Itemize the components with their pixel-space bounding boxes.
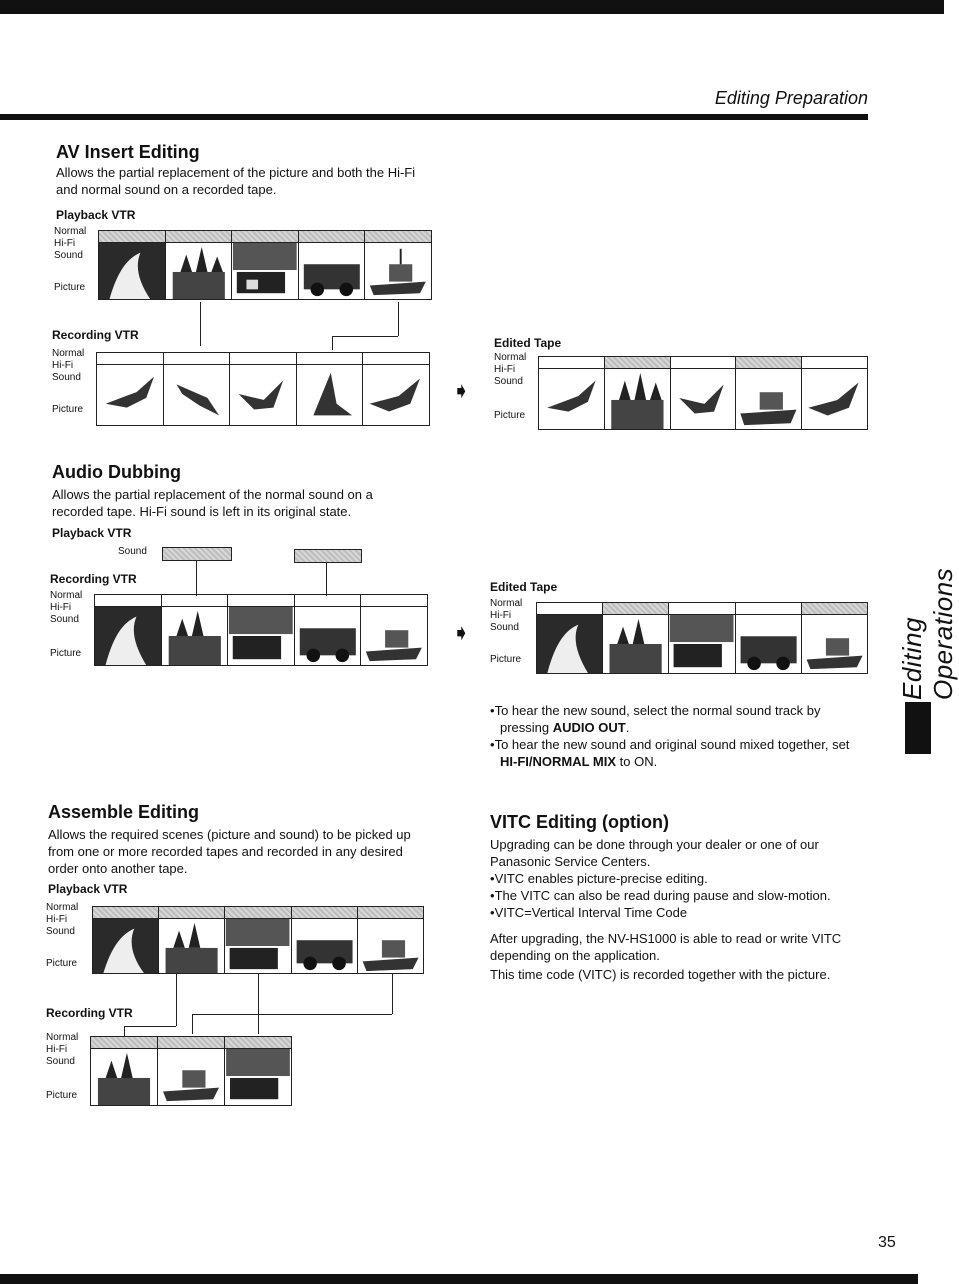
crane-frame <box>297 365 364 425</box>
vitc-timecode-text: This time code (VITC) is recorded together with the picture. <box>490 967 831 982</box>
audio-dubbing-title: Audio Dubbing <box>52 462 181 482</box>
picture-track <box>96 364 430 426</box>
assemble-recording-label: Recording VTR <box>46 1006 133 1020</box>
sound-clip <box>162 547 232 561</box>
ship-frame <box>736 369 802 429</box>
av-insert-description: Allows the partial replacement of the picture and both the Hi-Fi and normal sound on a recorded tape. <box>56 165 416 197</box>
assemble-description: Allows the required scenes (picture and sound) to be picked up from one or more recorded tapes and recorded in any desired order onto another tape. <box>48 827 411 876</box>
crane-frame <box>230 365 297 425</box>
crane-frame <box>97 365 164 425</box>
crane-frame <box>363 365 429 425</box>
track-labels: Normal Hi-Fi Sound <box>54 226 87 261</box>
crane-frame <box>539 369 605 429</box>
bullet-item: •VITC enables picture-precise editing. <box>490 871 708 886</box>
av-insert-title: AV Insert Editing <box>56 142 200 162</box>
sound-clip <box>294 549 362 563</box>
castle-frame <box>166 243 233 299</box>
top-bar <box>0 0 944 14</box>
assemble-title: Assemble Editing <box>48 802 200 822</box>
av-recording-label: Recording VTR <box>52 328 139 342</box>
av-playback-label: Playback VTR <box>56 208 136 222</box>
bottom-bar <box>0 1274 918 1284</box>
vitc-title: VITC Editing (option) <box>490 812 669 832</box>
audio-dubbing-description: Allows the partial replacement of the normal sound on a recorded tape. Hi-Fi sound is left in its original state. <box>52 487 373 519</box>
audio-playback-label: Playback VTR <box>52 526 132 540</box>
side-tab-label: Editing Operations <box>897 567 958 700</box>
vitc-description: Upgrading can be done through your dealer or one of our Panasonic Service Centers. <box>490 837 819 869</box>
picture-track <box>98 242 432 300</box>
side-tab-marker <box>905 702 931 754</box>
vitc-upgrade-text: After upgrading, the NV-HS1000 is able to read or write VITC depending on the application. <box>490 931 842 963</box>
bullet-item: •The VITC can also be read during pause and slow-motion. <box>490 888 831 903</box>
bullet-item: •VITC=Vertical Interval Time Code <box>490 905 688 920</box>
right-arrow-icon: ➧ <box>452 620 471 645</box>
crane-frame <box>671 369 737 429</box>
bullet-item: •To hear the new sound, select the normal sound track by pressing AUDIO OUT. <box>490 703 821 735</box>
crane-frame <box>802 369 867 429</box>
page-number: 35 <box>878 1234 896 1251</box>
house-frame <box>232 243 299 299</box>
right-arrow-icon: ➧ <box>452 378 471 403</box>
page-header-title: Editing Preparation <box>714 88 868 108</box>
bird-frame <box>99 243 166 299</box>
vitc-bullets <box>490 870 870 921</box>
audio-edited-label: Edited Tape <box>490 580 558 594</box>
bullet-item: •To hear the new sound and original sound mixed together, set HI-FI/NORMAL MIX to ON. <box>490 737 850 769</box>
vehicle-frame <box>299 243 366 299</box>
assemble-playback-label: Playback VTR <box>48 882 128 896</box>
crane-frame <box>164 365 231 425</box>
castle-frame <box>605 369 671 429</box>
header-rule <box>0 114 868 120</box>
ship-frame <box>365 243 431 299</box>
audio-recording-label: Recording VTR <box>50 572 137 586</box>
audio-dubbing-notes <box>490 702 870 770</box>
av-edited-label: Edited Tape <box>494 336 562 350</box>
